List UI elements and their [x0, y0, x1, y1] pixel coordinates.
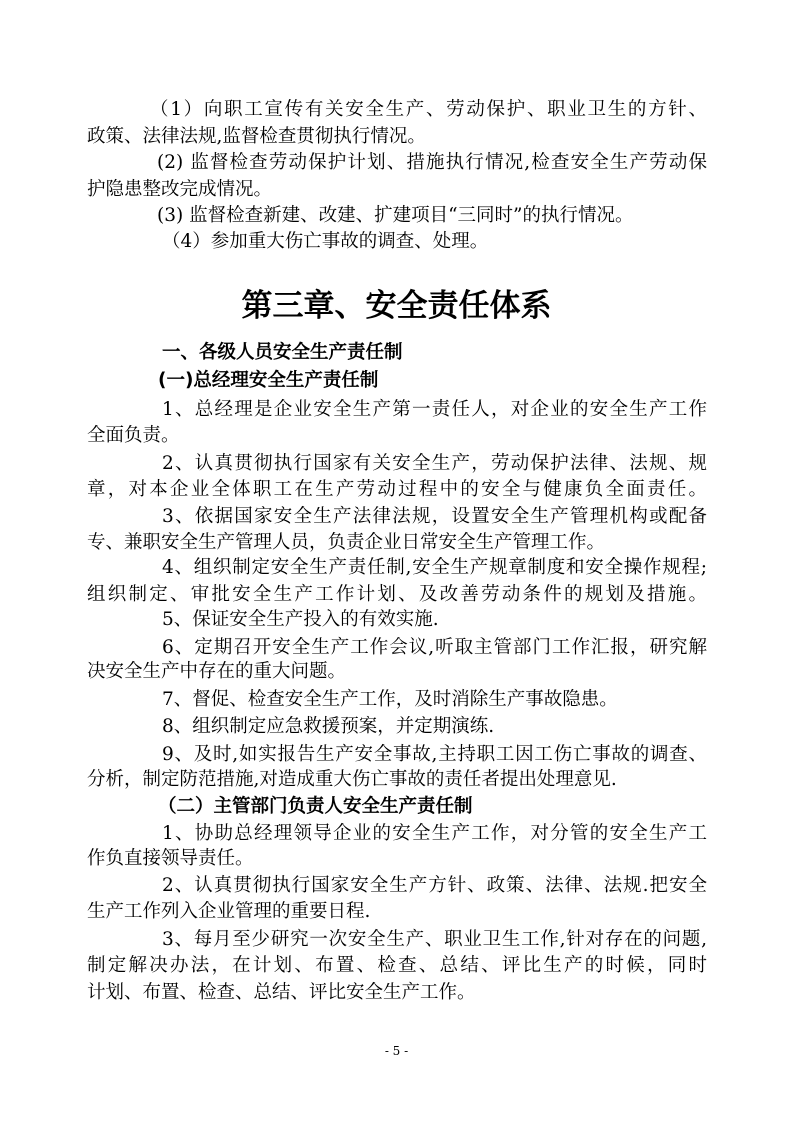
paragraph-line: 政策、法律法规,监督检查贯彻执行情况。 [87, 126, 426, 147]
paragraph-line: 制定解决办法，在计划、布置、检查、总结、评比生产的时候，同时 [87, 955, 707, 976]
paragraph-line: 全面负责。 [87, 425, 180, 446]
paragraph-line: 护隐患整改完成情况。 [87, 179, 273, 200]
paragraph-line: 章，对本企业全体职工在生产劳动过程中的安全与健康负全面责任。 [87, 479, 707, 500]
paragraph-line: 4、组织制定安全生产责任制,安全生产规章制度和安全操作规程; [162, 557, 707, 578]
paragraph-line: 决安全生产中存在的重大问题。 [87, 661, 347, 682]
paragraph-line: 分析，制定防范措施,对造成重大伤亡事故的责任者提出处理意见. [87, 769, 617, 790]
paragraph-line: 1、总经理是企业安全生产第一责任人，对企业的安全生产工作 [162, 399, 707, 420]
paragraph-line: （4）参加重大伤亡事故的调查、处理。 [162, 231, 489, 252]
subsection-heading: (一)总经理安全生产责任制 [158, 370, 379, 391]
paragraph-line: (2) 监督检查劳动保护计划、措施执行情况,检查安全生产劳动保 [157, 152, 707, 173]
paragraph-line: 2、认真贯彻执行国家有关安全生产，劳动保护法律、法规、规 [162, 453, 707, 474]
chapter-title: 第三章、安全责任体系 [241, 288, 552, 324]
paragraph-line: 计划、布置、检查、总结、评比安全生产工作。 [87, 982, 476, 1003]
paragraph-line: 9、及时,如实报告生产安全事故,主持职工因工伤亡事故的调查、 [162, 744, 707, 765]
paragraph-line: （1）向职工宣传有关安全生产、劳动保护、职业卫生的方针、 [150, 99, 707, 120]
paragraph-line: 3、每月至少研究一次安全生产、职业卫生工作,针对存在的问题, [162, 929, 707, 950]
paragraph-line: 6、定期召开安全生产工作会议,听取主管部门工作汇报，研究解 [162, 637, 707, 658]
paragraph-line: (3) 监督检查新建、改建、扩建项目“三同时”的执行情况。 [157, 205, 634, 226]
paragraph-line: 3、依据国家安全生产法律法规，设置安全生产管理机构或配备 [162, 506, 707, 527]
paragraph-line: 组织制定、审批安全生产工作计划、及改善劳动条件的规划及措施。 [87, 584, 707, 605]
paragraph-line: 5、保证安全生产投入的有效实施. [162, 609, 439, 630]
section-heading: 一、各级人员安全生产责任制 [162, 342, 403, 363]
paragraph-line: 生产工作列入企业管理的重要日程. [87, 901, 371, 922]
paragraph-line: 8、组织制定应急救援预案，并定期演练. [162, 716, 495, 737]
paragraph-line: 7、督促、检查安全生产工作，及时消除生产事故隐患。 [162, 689, 618, 710]
paragraph-line: 1、协助总经理领导企业的安全生产工作，对分管的安全生产工 [162, 823, 707, 844]
paragraph-line: 作负直接领导责任。 [87, 848, 254, 869]
subsection-heading: （二）主管部门负责人安全生产责任制 [158, 796, 473, 817]
paragraph-line: 2、认真贯彻执行国家安全生产方针、政策、法律、法规.把安全 [162, 875, 707, 896]
page-number: - 5 - [384, 1044, 409, 1058]
paragraph-line: 专、兼职安全生产管理人员，负责企业日常安全生产管理工作。 [87, 532, 606, 553]
